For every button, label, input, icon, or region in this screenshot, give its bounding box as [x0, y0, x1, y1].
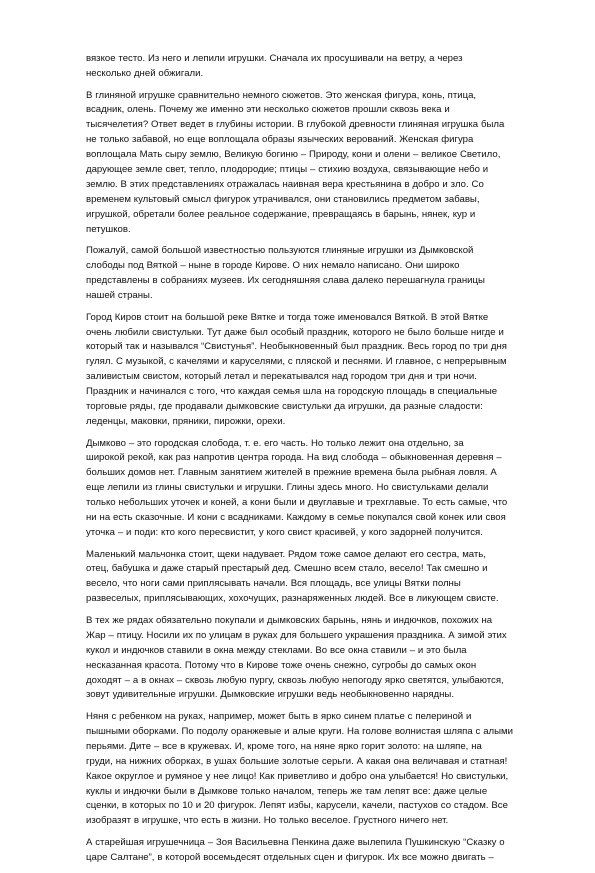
text-line: А старейшая игрушечница – Зоя Васильевна Пенкина даже вылепила Пушкинскую “Сказку о: [86, 837, 505, 849]
text-line: отец, бабушка и даже старый престарый дед. Смешно всем стало, весело! Так смешно и: [86, 563, 488, 575]
paragraph: [86, 548, 516, 608]
text-line: только небольших уточек и коней, а кони были и двуглавые и трехглавые. То есть самые, что: [86, 497, 508, 509]
text-line: всадник, олень. Почему же именно эти несколько сюжетов прошли сквозь века и: [86, 104, 450, 116]
text-line: сценки, в которых по 10 и 20 фигурок. Лепят избы, карусели, качели, пастухов со стадом. Все: [86, 800, 508, 812]
paragraph: [86, 437, 516, 541]
text-line: Пожалуй, самой большой известностью пользуются глиняные игрушки из Дымковской: [86, 245, 474, 257]
text-line: Какое округлое и румяное у нее лицо! Как приветливо и добро она улыбается! Но свистульки,: [86, 770, 509, 782]
text-line: несказанная красота. Потому что в Кирове тоже очень снежно, сугробы до самых окон: [86, 659, 477, 671]
text-line: пышными оборками. По подолу оранжевые и алые круги. На голове волнистая шляпа с алыми: [86, 725, 514, 737]
text-line: Няня с ребенком на руках, например, может быть в ярко синем платье с пелериной и: [86, 711, 472, 723]
paragraph: [86, 311, 516, 430]
text-line: представлены в собраниях музеев. Их сегодняшняя слава далеко перешагнула границы: [86, 275, 485, 287]
text-line: Жар – птицу. Носили их по улицам в руках для большего украшения праздника. А зимой этих: [86, 629, 507, 641]
text-line: гулял. С музыкой, с качелями и каруселями, с пляской и песнями. И главное, с непрерывным: [86, 356, 507, 368]
text-line: землю. В этих представлениях отражалась наивная вера крестьянина в добро и зло. Со: [86, 178, 484, 190]
text-line: широкой рекой, как раз напротив центра города. На вид слобода – обыкновенная деревня –: [86, 452, 502, 464]
text-line: игрушкой, обретали более реальное содержание, превращаясь в барынь, нянек, кур и: [86, 208, 476, 220]
text-line: перьями. Дите – все в кружевах. И, кроме того, на няне ярко горит золото: на шляпе, на: [86, 740, 482, 752]
text-line: весело, что ноги сами приплясывать начали. Вся площадь, все улицы Вятки полны: [86, 578, 461, 590]
text-line: очень любили свистульки. Тут даже был особый праздник, которого не было больше нигде и: [86, 326, 504, 338]
text-line: ни на есть сказочные. И кони с всадниками. Каждому в семье покупался свой конек или своя: [86, 512, 506, 524]
paragraph: [86, 710, 516, 829]
text-line: временем культовый смысл фигурок утрачивался, они становились предметом забавы,: [86, 193, 480, 205]
text-line: несколько дней обжигали.: [86, 67, 204, 79]
text-line: зовут удивительные игрушки. Дымковские игрушки ведь необыкновенно нарядны.: [86, 689, 454, 701]
text-line: слободы под Вяткой – ныне в городе Кирове. О них немало написано. Они широко: [86, 260, 460, 272]
text-line: больших домов нет. Главным занятием жителей в прежние времена была рыбная ловля. А: [86, 467, 497, 479]
text-line: груди, на нижних оборках, в ушах большие золотые серьги. А какая она величавая и статная!: [86, 755, 508, 767]
text-line: В тех же рядах обязательно покупали и дымковских барынь, нянь и индючков, похожих на: [86, 614, 493, 626]
paragraph: [86, 52, 516, 82]
text-line: торговые ряды, где продавали дымковские свистульки да игрушки, да разные сладости:: [86, 400, 483, 412]
text-line: не только забавой, но еще воплощала образы языческих верований. Женская фигура: [86, 134, 474, 146]
text-line: В глиняной игрушке сравнительно немного сюжетов. Это женская фигура, конь, птица,: [86, 89, 477, 101]
text-line: Дымково – это городская слобода, т. е. его часть. Но только лежит она отдельно, за: [86, 437, 464, 449]
text-line: заливистым свистом, который летал и перекатывался над городом три дня и три ночи.: [86, 371, 477, 383]
text-line: развеселых, приплясывающих, хохочущих, разнаряженных людей. Все в ликующем свисте.: [86, 593, 499, 605]
text-line: царе Салтане”, в которой восемьдесят отдельных сцен и фигурок. Их все можно двигать –: [86, 851, 494, 863]
paragraph: [86, 614, 516, 703]
text-line: уточка – и поди: кто кого пересвистит, у кого свист красивей, у кого задорней получится.: [86, 526, 483, 538]
text-line: леденцы, маковки, пряники, пирожки, орехи.: [86, 415, 286, 427]
text-line: петушков.: [86, 223, 131, 235]
text-line: еще лепили из глины свистульки и игрушки. Глины здесь много. Но свистульками делали: [86, 482, 489, 494]
text-line: Город Киров стоит на большой реке Вятке и тогда тоже именовался Вяткой. В этой Вятке: [86, 311, 489, 323]
text-line: тысячелетия? Ответ ведет в глубины истории. В глубокой древности глиняная игрушка была: [86, 119, 505, 131]
text-line: нашей страны.: [86, 289, 153, 301]
paragraph: [86, 89, 516, 238]
text-line: Праздник и начинался с того, что каждая семья шла на городскую площадь в специальные: [86, 386, 498, 398]
paragraph: [86, 244, 516, 304]
text-line: Маленький мальчонка стоит, щеки надувает. Рядом тоже самое делают его сестра, мать,: [86, 548, 486, 560]
text-line: кукол и индючков ставили в окна между стеклами. Во все окна ставили – и это была: [86, 644, 467, 656]
text-line: который так и назывался “Свистунья”. Необыкновенный был праздник. Весь город по три дня: [86, 341, 507, 353]
text-line: куклы и индючки были в Дымкове только началом, теперь же там лепят все: даже целые: [86, 785, 488, 797]
text-line: дарующее земле свет, тепло, плодородие; птицы – стихию воздуха, связывающие небо и: [86, 164, 489, 176]
text-line: изобразят в игрушке, что есть в жизни. Но только веселое. Грустного ничего нет.: [86, 815, 449, 827]
text-line: вязкое тесто. Из него и лепили игрушки. Сначала их просушивали на ветру, а через: [86, 53, 463, 64]
text-line: доходят – а в окнах – сквозь любую пургу, сквозь любую непогоду ярко светятся, улыбаются,: [86, 674, 504, 686]
text-column: [86, 52, 516, 873]
paragraph: [86, 836, 516, 866]
text-line: воплощала Мать сыру землю, Великую богиню – Природу, кони и олени – великое Светило,: [86, 149, 501, 161]
